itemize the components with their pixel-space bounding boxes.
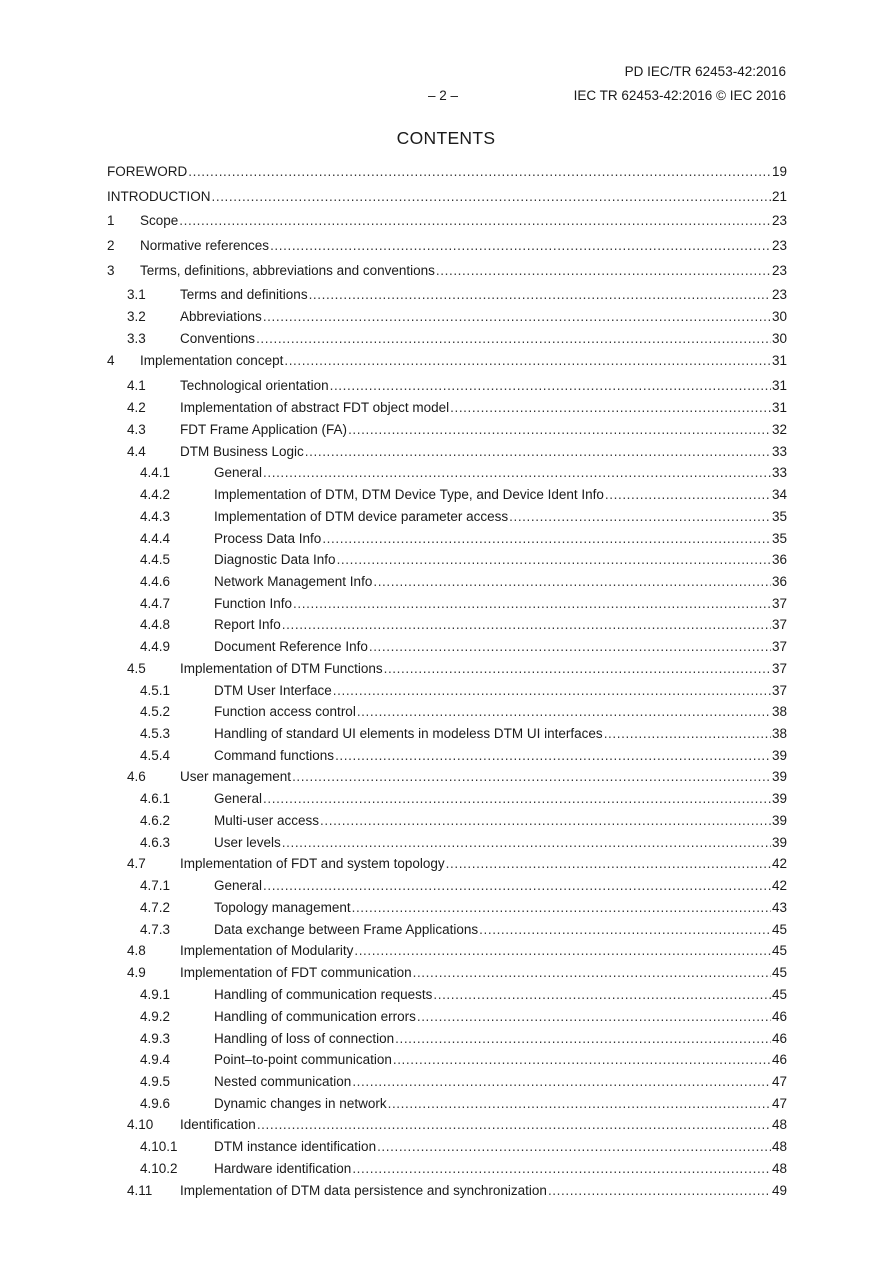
toc-entry-number: 4.9.6 (140, 1096, 171, 1111)
toc-entry-title: Document Reference Info (214, 639, 368, 654)
toc-entry-title: Diagnostic Data Info (214, 552, 336, 567)
toc-entry-page: 39 (771, 791, 787, 806)
dot-leader (369, 638, 771, 656)
toc-entry[interactable] (107, 573, 787, 591)
toc-entry[interactable] (107, 1073, 787, 1091)
document-id: PD IEC/TR 62453-42:2016 (624, 64, 786, 79)
toc-entry-title: Point–to-point communication (214, 1052, 392, 1067)
toc-entry-title: Normative references (140, 238, 270, 253)
toc-entry-page: 23 (771, 213, 787, 228)
toc-entry-number: 4.9.4 (140, 1052, 171, 1067)
toc-entry[interactable] (107, 855, 787, 873)
toc-entry-title: Identification (180, 1117, 256, 1132)
toc-entry-number: 4.4.5 (140, 552, 171, 567)
toc-entry-page: 30 (771, 331, 787, 346)
toc-entry-number: 4.10.2 (140, 1161, 178, 1176)
dot-leader (292, 768, 771, 786)
toc-entry-number: 4.9.2 (140, 1009, 171, 1024)
toc-entry-title: Scope (140, 213, 179, 228)
toc-entry[interactable] (107, 1008, 787, 1026)
toc-entry-number: 4.7.1 (140, 878, 171, 893)
toc-entry[interactable] (107, 1051, 787, 1069)
toc-entry[interactable] (107, 725, 787, 743)
toc-entry-page: 39 (771, 748, 787, 763)
toc-entry-title: General (214, 878, 263, 893)
toc-entry-page: 45 (771, 922, 787, 937)
toc-entry-title: Technological orientation (180, 378, 329, 393)
dot-leader (436, 262, 771, 280)
dot-leader (352, 1073, 771, 1091)
toc-entry-page: 37 (771, 661, 787, 676)
toc-entry-page: 39 (771, 813, 787, 828)
toc-entry-title: Implementation of DTM device parameter access (214, 509, 509, 524)
toc-entry[interactable] (107, 1116, 787, 1134)
toc-entry[interactable] (107, 834, 787, 852)
toc-entry-title: Abbreviations (180, 309, 262, 324)
toc-entry-number: 4.10 (127, 1117, 154, 1132)
toc-entry-number: 4.6.3 (140, 835, 171, 850)
toc-entry-title: Implementation of DTM Functions (180, 661, 383, 676)
dot-leader (417, 1008, 771, 1026)
toc-entry-title: Dynamic changes in network (214, 1096, 387, 1111)
toc-entry-page: 36 (771, 574, 787, 589)
toc-entry[interactable] (107, 330, 787, 348)
toc-entry-page: 37 (771, 683, 787, 698)
toc-entry-title: Data exchange between Frame Applications (214, 922, 479, 937)
toc-entry-number: 4.5 (127, 661, 146, 676)
toc-entry-number: 3 (107, 263, 115, 278)
toc-entry-title: Implementation of DTM, DTM Device Type, and Device Ident Info (214, 487, 604, 502)
toc-entry[interactable] (107, 1030, 787, 1048)
dot-leader (388, 1095, 771, 1113)
toc-entry[interactable] (107, 421, 787, 439)
dot-leader (337, 551, 771, 569)
toc-entry[interactable] (107, 877, 787, 895)
dot-leader (393, 1051, 771, 1069)
toc-entry-page: 48 (771, 1161, 787, 1176)
toc-entry-number: 4.10.1 (140, 1139, 178, 1154)
toc-entry-number: 4.4.3 (140, 509, 171, 524)
toc-entry-number: 4 (107, 353, 115, 368)
dot-leader (309, 286, 771, 304)
toc-entry-title: DTM instance identification (214, 1139, 377, 1154)
toc-entry[interactable] (107, 790, 787, 808)
toc-entry-title: General (214, 791, 263, 806)
dot-leader (384, 660, 771, 678)
toc-entry-number: 4.4.6 (140, 574, 171, 589)
dot-leader (188, 163, 771, 181)
toc-entry-page: 46 (771, 1052, 787, 1067)
dot-leader (479, 921, 771, 939)
toc-entry-number: 3.1 (127, 287, 146, 302)
toc-entry-page: 31 (771, 353, 787, 368)
toc-entry[interactable] (107, 262, 787, 280)
dot-leader (256, 330, 771, 348)
toc-entry-title: Terms and definitions (180, 287, 308, 302)
toc-entry-page: 19 (771, 164, 787, 179)
dot-leader (179, 212, 771, 230)
toc-entry-page: 21 (771, 189, 787, 204)
dot-leader (357, 703, 771, 721)
dot-leader (604, 725, 771, 743)
toc-entry[interactable] (107, 464, 787, 482)
dot-leader (263, 464, 771, 482)
dot-leader (509, 508, 771, 526)
toc-entry[interactable] (107, 638, 787, 656)
dot-leader (433, 986, 771, 1004)
toc-entry-number: 4.5.2 (140, 704, 171, 719)
toc-entry[interactable] (107, 616, 787, 634)
toc-entry-title: User levels (214, 835, 281, 850)
toc-entry-title: Multi-user access (214, 813, 320, 828)
toc-entry-title: Hardware identification (214, 1161, 352, 1176)
toc-entry-title: FDT Frame Application (FA) (180, 422, 348, 437)
toc-entry-page: 49 (771, 1183, 787, 1198)
toc-entry[interactable] (107, 530, 787, 548)
dot-leader (395, 1030, 771, 1048)
dot-leader (305, 443, 771, 461)
toc-entry[interactable] (107, 768, 787, 786)
dot-leader (352, 1160, 771, 1178)
toc-entry-title: General (214, 465, 263, 480)
dot-leader (320, 812, 771, 830)
toc-entry-page: 32 (771, 422, 787, 437)
toc-entry-page: 30 (771, 309, 787, 324)
dot-leader (282, 834, 771, 852)
toc-entry-page: 42 (771, 878, 787, 893)
toc-entry-title: Report Info (214, 617, 281, 632)
toc-entry-title: Function access control (214, 704, 356, 719)
toc-entry[interactable] (107, 1160, 787, 1178)
dot-leader (548, 1182, 771, 1200)
toc-entry-page: 47 (771, 1074, 787, 1089)
toc-entry-title: User management (180, 769, 292, 784)
toc-entry-page: 48 (771, 1139, 787, 1154)
toc-entry[interactable] (107, 443, 787, 461)
toc-entry-number: 4.6.2 (140, 813, 171, 828)
toc-entry-title: Implementation of FDT and system topology (180, 856, 445, 871)
toc-entry[interactable] (107, 1138, 787, 1156)
dot-leader (322, 530, 771, 548)
dot-leader (257, 1116, 771, 1134)
toc-entry-number: 4.11 (127, 1183, 153, 1198)
toc-entry-title: INTRODUCTION (107, 189, 211, 204)
toc-entry-number: 4.2 (127, 400, 146, 415)
dot-leader (335, 747, 771, 765)
toc-entry-title: Terms, definitions, abbreviations and conventions (140, 263, 435, 278)
toc-entry-title: Implementation of abstract FDT object model (180, 400, 450, 415)
toc-entry[interactable] (107, 660, 787, 678)
dot-leader (212, 188, 771, 206)
dot-leader (330, 377, 771, 395)
toc-entry[interactable] (107, 942, 787, 960)
copyright-notice: IEC TR 62453-42:2016 © IEC 2016 (573, 88, 786, 103)
toc-entry-page: 23 (771, 263, 787, 278)
toc-entry-page: 39 (771, 835, 787, 850)
dot-leader (333, 682, 771, 700)
toc-entry-number: 4.9.5 (140, 1074, 171, 1089)
toc-entry[interactable] (107, 212, 787, 230)
toc-entry-number: 4.4 (127, 444, 146, 459)
dot-leader (263, 790, 771, 808)
dot-leader (373, 573, 771, 591)
toc-entry-number: 4.6 (127, 769, 146, 784)
dot-leader (263, 308, 771, 326)
toc-entry[interactable] (107, 352, 787, 370)
dot-leader (282, 616, 771, 634)
toc-entry[interactable] (107, 703, 787, 721)
toc-entry-page: 33 (771, 444, 787, 459)
toc-entry[interactable] (107, 286, 787, 304)
toc-entry[interactable] (107, 899, 787, 917)
dot-leader (413, 964, 771, 982)
toc-entry-number: 4.7 (127, 856, 146, 871)
toc-entry[interactable] (107, 986, 787, 1004)
toc-entry-title: Function Info (214, 596, 293, 611)
toc-entry-number: 4.4.2 (140, 487, 171, 502)
toc-entry[interactable] (107, 812, 787, 830)
toc-entry-page: 36 (771, 552, 787, 567)
dot-leader (284, 352, 771, 370)
toc-entry-page: 23 (771, 238, 787, 253)
dot-leader (348, 421, 771, 439)
toc-entry-title: DTM Business Logic (180, 444, 304, 459)
toc-entry[interactable] (107, 237, 787, 255)
page-number: – 2 – (428, 88, 459, 103)
toc-entry[interactable] (107, 595, 787, 613)
toc-entry-page: 46 (771, 1009, 787, 1024)
dot-leader (354, 942, 771, 960)
toc-entry-title: Process Data Info (214, 531, 322, 546)
toc-entry[interactable] (107, 551, 787, 569)
toc-entry-page: 46 (771, 1031, 787, 1046)
toc-entry-page: 35 (771, 531, 787, 546)
toc-entry-title: Topology management (214, 900, 351, 915)
toc-entry[interactable] (107, 964, 787, 982)
toc-entry-number: 4.3 (127, 422, 146, 437)
toc-entry-page: 42 (771, 856, 787, 871)
toc-entry-page: 35 (771, 509, 787, 524)
toc-entry[interactable] (107, 308, 787, 326)
dot-leader (293, 595, 771, 613)
toc-entry-title: Implementation of Modularity (180, 943, 354, 958)
toc-entry-title: Implementation of FDT communication (180, 965, 412, 980)
page-title: CONTENTS (396, 128, 496, 148)
toc-entry-page: 23 (771, 287, 787, 302)
toc-entry-number: 4.5.3 (140, 726, 171, 741)
toc-entry-number: 4.4.1 (140, 465, 171, 480)
toc-entry-page: 47 (771, 1096, 787, 1111)
toc-entry[interactable] (107, 747, 787, 765)
toc-entry-number: 4.8 (127, 943, 146, 958)
toc-entry[interactable] (107, 377, 787, 395)
toc-entry-number: 4.9.1 (140, 987, 171, 1002)
toc-entry[interactable] (107, 682, 787, 700)
toc-entry[interactable] (107, 508, 787, 526)
toc-entry-title: Implementation of DTM data persistence and synchronization (180, 1183, 547, 1198)
toc-entry-title: Network Management Info (214, 574, 373, 589)
toc-entry-page: 31 (771, 378, 787, 393)
toc-entry[interactable] (107, 921, 787, 939)
toc-entry-page: 39 (771, 769, 787, 784)
toc-entry[interactable] (107, 1095, 787, 1113)
toc-entry-number: 3.3 (127, 331, 146, 346)
toc-entry-page: 34 (771, 487, 787, 502)
toc-entry-page: 31 (771, 400, 787, 415)
toc-entry-number: 4.4.8 (140, 617, 171, 632)
dot-leader (605, 486, 771, 504)
toc-entry[interactable] (107, 1182, 787, 1200)
toc-entry-page: 48 (771, 1117, 787, 1132)
dot-leader (450, 399, 771, 417)
toc-entry-number: 2 (107, 238, 115, 253)
toc-entry-number: 3.2 (127, 309, 146, 324)
toc-entry-number: 1 (107, 213, 115, 228)
toc-entry-page: 43 (771, 900, 787, 915)
toc-entry-title: FOREWORD (107, 164, 188, 179)
dot-leader (377, 1138, 771, 1156)
toc-entry-page: 38 (771, 704, 787, 719)
toc-entry-title: Nested communication (214, 1074, 352, 1089)
toc-entry-page: 38 (771, 726, 787, 741)
toc-entry-number: 4.4.4 (140, 531, 171, 546)
toc-entry-title: Handling of loss of connection (214, 1031, 395, 1046)
toc-entry-page: 37 (771, 617, 787, 632)
toc-entry-number: 4.4.7 (140, 596, 171, 611)
toc-entry[interactable] (107, 188, 787, 206)
toc-entry-title: Handling of communication errors (214, 1009, 416, 1024)
toc-entry-title: DTM User Interface (214, 683, 332, 698)
toc-entry-page: 45 (771, 943, 787, 958)
toc-entry-number: 4.5.1 (140, 683, 171, 698)
toc-entry[interactable] (107, 399, 787, 417)
toc-entry-title: Command functions (214, 748, 335, 763)
dot-leader (270, 237, 771, 255)
toc-entry-page: 37 (771, 639, 787, 654)
dot-leader (263, 877, 771, 895)
toc-entry-number: 4.9 (127, 965, 146, 980)
toc-entry-number: 4.4.9 (140, 639, 171, 654)
toc-entry-number: 4.6.1 (140, 791, 171, 806)
toc-entry-page: 45 (771, 987, 787, 1002)
toc-entry-number: 4.5.4 (140, 748, 171, 763)
toc-entry-title: Implementation concept (140, 353, 284, 368)
toc-entry-page: 33 (771, 465, 787, 480)
toc-entry-title: Handling of standard UI elements in modeless DTM UI interfaces (214, 726, 603, 741)
dot-leader (352, 899, 771, 917)
toc-entry-page: 37 (771, 596, 787, 611)
toc-entry-title: Conventions (180, 331, 256, 346)
toc-entry-page: 45 (771, 965, 787, 980)
toc-entry-title: Handling of communication requests (214, 987, 433, 1002)
toc-entry-number: 4.7.2 (140, 900, 171, 915)
dot-leader (446, 855, 771, 873)
toc-entry[interactable] (107, 163, 787, 181)
toc-entry-number: 4.1 (127, 378, 146, 393)
toc-entry-number: 4.7.3 (140, 922, 171, 937)
toc-entry[interactable] (107, 486, 787, 504)
toc-entry-number: 4.9.3 (140, 1031, 171, 1046)
